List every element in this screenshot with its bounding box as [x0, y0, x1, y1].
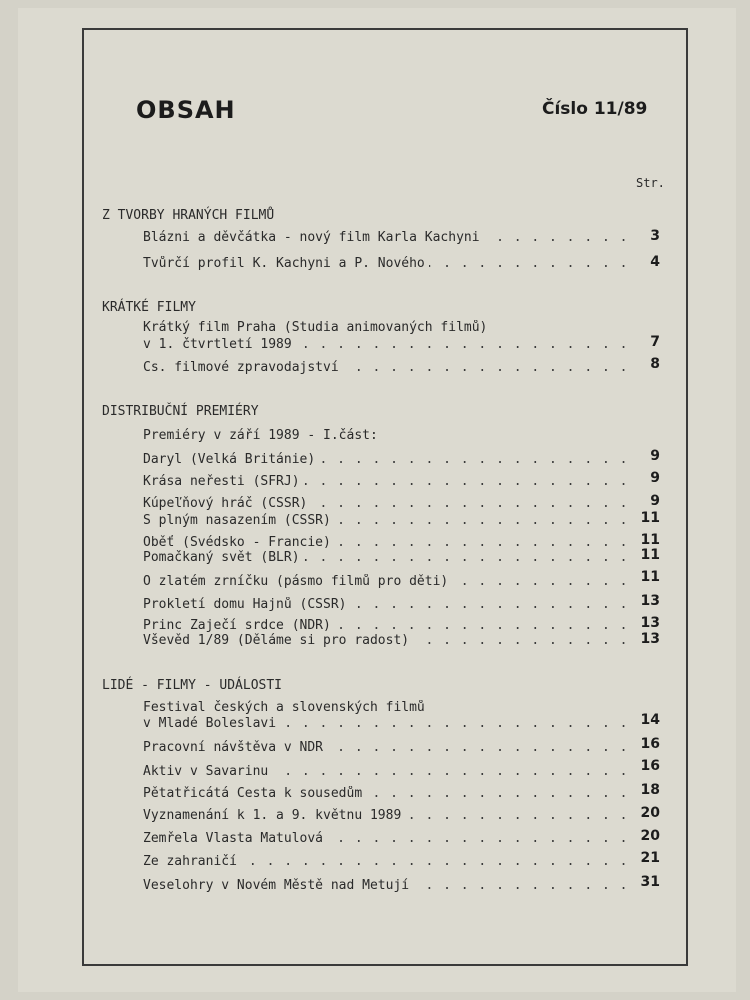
toc-page-number: 14 — [640, 712, 660, 728]
toc-page-number: 8 — [650, 356, 660, 372]
toc-entry: Kúpeľňový hráč (ČSSR) . . . — [143, 496, 633, 512]
toc-page-number: 7 — [650, 334, 660, 350]
toc-page-number: 16 — [640, 736, 660, 752]
section-heading: LIDÉ - FILMY - UDÁLOSTI — [102, 678, 283, 693]
toc-page-number: 11 — [640, 547, 660, 563]
toc-page-number: 3 — [650, 228, 660, 244]
toc-page-number: 18 — [640, 782, 660, 798]
toc-entry: Pětatřicátá Cesta k sousedům . . . — [143, 786, 633, 802]
section-heading: KRÁTKÉ FILMY — [102, 300, 196, 315]
toc-entry: Festival českých a slovenských filmů — [143, 700, 663, 716]
toc-page-number: 21 — [640, 850, 660, 866]
toc-entry: Prokletí domu Hajnů (ČSSR) . . . — [143, 597, 633, 613]
toc-page-number: 13 — [640, 615, 660, 631]
toc-entry: Veselohry v Novém Městě nad Metují . . . — [143, 878, 633, 894]
page-column-label: Str. — [636, 176, 665, 190]
toc-page-number: 13 — [640, 593, 660, 609]
toc-page-number: 11 — [640, 510, 660, 526]
toc-entry: Daryl (Velká Británie) . . . — [143, 452, 633, 468]
toc-page-number: 13 — [640, 631, 660, 647]
toc-entry: Vševěd 1/89 (Děláme si pro radost) . . . — [143, 633, 633, 649]
toc-page-number: 9 — [650, 448, 660, 464]
toc-page-number: 9 — [650, 493, 660, 509]
section-heading: DISTRIBUČNÍ PREMIÉRY — [102, 404, 259, 419]
toc-entry: Princ Zaječí srdce (NDR) . . . — [143, 618, 633, 634]
toc-entry: Zemřela Vlasta Matulová . . . — [143, 831, 633, 847]
section-heading: Z TVORBY HRANÝCH FILMŮ — [102, 208, 275, 223]
toc-entry: Oběť (Švédsko - Francie) . . . — [143, 535, 633, 551]
toc-page-number: 16 — [640, 758, 660, 774]
toc-page-number: 9 — [650, 470, 660, 486]
toc-page-number: 20 — [640, 805, 660, 821]
toc-entry: Pracovní návštěva v NDR . . . — [143, 740, 633, 756]
toc-entry: v 1. čtvrtletí 1989 . . . — [143, 337, 633, 353]
toc-entry: S plným nasazením (ČSSR) . . . — [143, 513, 633, 529]
toc-entry: Krása neřesti (SFRJ) . . . — [143, 474, 633, 490]
toc-entry: Blázni a děvčátka - nový film Karla Kachyni . . . — [143, 230, 633, 246]
issue-number: Číslo 11/89 — [542, 99, 648, 119]
toc-entry: Pomačkaný svět (BLR) . . . — [143, 550, 633, 566]
toc-subheading: Premiéry v září 1989 - I.část: — [143, 428, 663, 444]
toc-entry: v Mladé Boleslavi . . . — [143, 716, 633, 732]
toc-entry: Aktiv v Savarinu . . . — [143, 764, 633, 780]
page-title: OBSAH — [136, 96, 236, 124]
toc-entry: Tvůrčí profil K. Kachyni a P. Nového . . . — [143, 256, 633, 272]
toc-entry: Ze zahraničí . . . — [143, 854, 633, 870]
toc-entry: Vyznamenání k 1. a 9. květnu 1989 . . . — [143, 808, 633, 824]
toc-entry: O zlatém zrníčku (pásmo filmů pro děti) . . . — [143, 574, 633, 590]
toc-page-number: 11 — [640, 569, 660, 585]
toc-entry: Krátký film Praha (Studia animovaných filmů) — [143, 320, 663, 336]
toc-entry: Čs. filmové zpravodajství . . . — [143, 360, 633, 376]
toc-page-number: 11 — [640, 532, 660, 548]
toc-page-number: 20 — [640, 828, 660, 844]
toc-page-number: 4 — [650, 254, 660, 270]
toc-page-number: 31 — [640, 874, 660, 890]
